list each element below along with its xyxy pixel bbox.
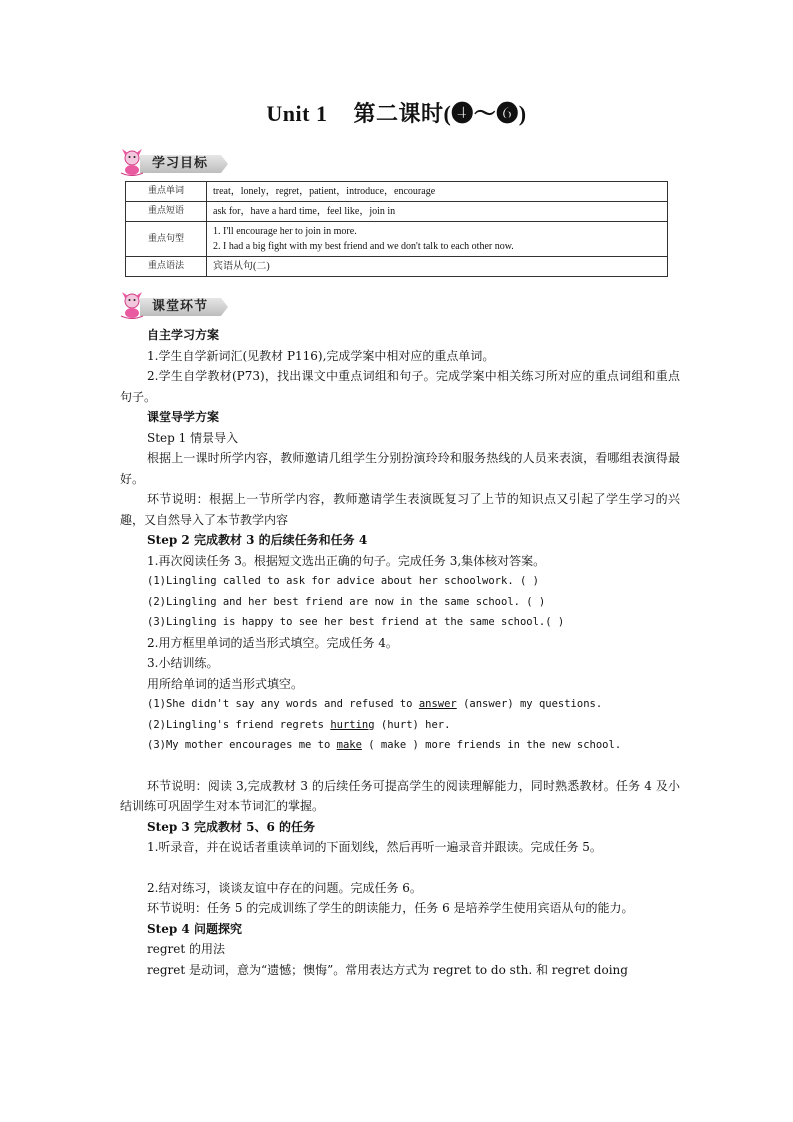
section-class-label: 课堂环节 <box>152 299 209 314</box>
goals-table <box>125 181 668 277</box>
step-heading: Step 2 完成教材 3 的后续任务和任务 4 <box>147 533 368 547</box>
paragraph-note: 环节说明：阅读 3,完成教材 3 的后续任务可提高学生的阅读理解能力，同时熟悉教材。任务 4 及小结训练可巩固学生对本节词汇的掌握。 <box>120 778 680 813</box>
table-value: treat，lonely，regret，patient，introduce，encourage <box>207 182 668 202</box>
section-class-header <box>118 290 228 320</box>
paragraph: 用所给单词的适当形式填空。 <box>147 676 304 691</box>
paragraph: 根据上一课时所学内容，教师邀请几组学生分别扮演玲玲和服务热线的人员来表演，看哪组表演得最好。 <box>120 451 680 486</box>
step-heading: Step 3 完成教材 5、6 的任务 <box>147 819 315 834</box>
paragraph: regret 是动词，意为“遗憾；懊悔”。常用表达方式为 regret to do sth. 和 regret doing <box>147 962 628 977</box>
fill-item: (2)Lingling's friend regrets hurting (hurt) her. <box>147 718 451 731</box>
mascot-icon <box>118 290 150 320</box>
table-value <box>207 222 668 257</box>
table-row <box>126 222 668 257</box>
lesson-body <box>120 325 680 980</box>
paragraph: 3.小结训练。 <box>147 656 219 670</box>
fill-answer: make <box>336 739 362 751</box>
sentence-2: 2. I had a big fight with my best friend and we don't talk to each other now. <box>213 241 514 252</box>
table-key: 重点单词 <box>126 182 207 202</box>
heading-guide: 课堂导学方案 <box>147 410 220 424</box>
mascot-icon <box>118 147 150 177</box>
fill-answer: answer <box>418 698 457 710</box>
fill-item: (1)She didn't say any words and refused to answer (answer) my questions. <box>147 698 603 710</box>
table-value: 宾语从句(二) <box>207 257 668 277</box>
section-goals-label: 学习目标 <box>152 156 209 171</box>
paragraph: 2.结对练习，谈谈友谊中存在的问题。完成任务 6。 <box>147 880 422 895</box>
page-title <box>0 97 793 128</box>
paragraph: 1.再次阅读任务 3。根据短文选出正确的句子。完成任务 3,集体核对答案。 <box>147 553 546 568</box>
question-item: (3)Lingling is happy to see her best friend at the same school.( ) <box>147 616 565 628</box>
paragraph-note: 环节说明：根据上一节所学内容，教师邀请学生表演既复习了上节的知识点又引起了学生学习的兴趣，又自然导入了本节教学内容 <box>120 492 680 527</box>
table-key: 重点短语 <box>126 202 207 222</box>
title-lesson: 第二课时(❹～❻) <box>353 101 527 126</box>
table-row <box>126 182 668 202</box>
question-item: (2)Lingling and her best friend are now in the same school. ( ) <box>147 595 546 608</box>
title-unit: Unit 1 <box>266 101 328 126</box>
section-goals-header <box>118 147 228 177</box>
table-row <box>126 202 668 222</box>
step-heading: Step 1 情景导入 <box>147 430 239 445</box>
table-key: 重点语法 <box>126 257 207 277</box>
table-value: ask for，have a hard time，feel like，join in <box>207 202 668 222</box>
paragraph: 2.用方框里单词的适当形式填空。完成任务 4。 <box>147 635 398 650</box>
fill-item: (3)My mother encourages me to make ( make ) more friends in the new school. <box>147 739 622 751</box>
paragraph: 2.学生自学教材(P73)，找出课文中重点词组和句子。完成学案中相关练习所对应的重点词组和重点句子。 <box>120 369 680 404</box>
question-item: (1)Lingling called to ask for advice about her schoolwork. ( ) <box>147 575 539 587</box>
step-heading: Step 4 问题探究 <box>147 921 242 936</box>
paragraph: regret 的用法 <box>147 942 225 956</box>
table-row <box>126 257 668 277</box>
paragraph-note: 环节说明：任务 5 的完成训练了学生的朗读能力，任务 6 是培养学生使用宾语从句的能力。 <box>147 901 634 915</box>
paragraph: 1.学生自学新词汇(见教材 P116),完成学案中相对应的重点单词。 <box>147 348 495 363</box>
table-key: 重点句型 <box>126 222 207 257</box>
sentence-1: 1. I'll encourage her to join in more. <box>213 226 357 237</box>
paragraph: 1.听录音，并在说话者重读单词的下面划线，然后再听一遍录音并跟读。完成任务 5。 <box>147 840 602 854</box>
heading-self-study: 自主学习方案 <box>147 328 220 342</box>
fill-answer: hurting <box>330 718 375 731</box>
